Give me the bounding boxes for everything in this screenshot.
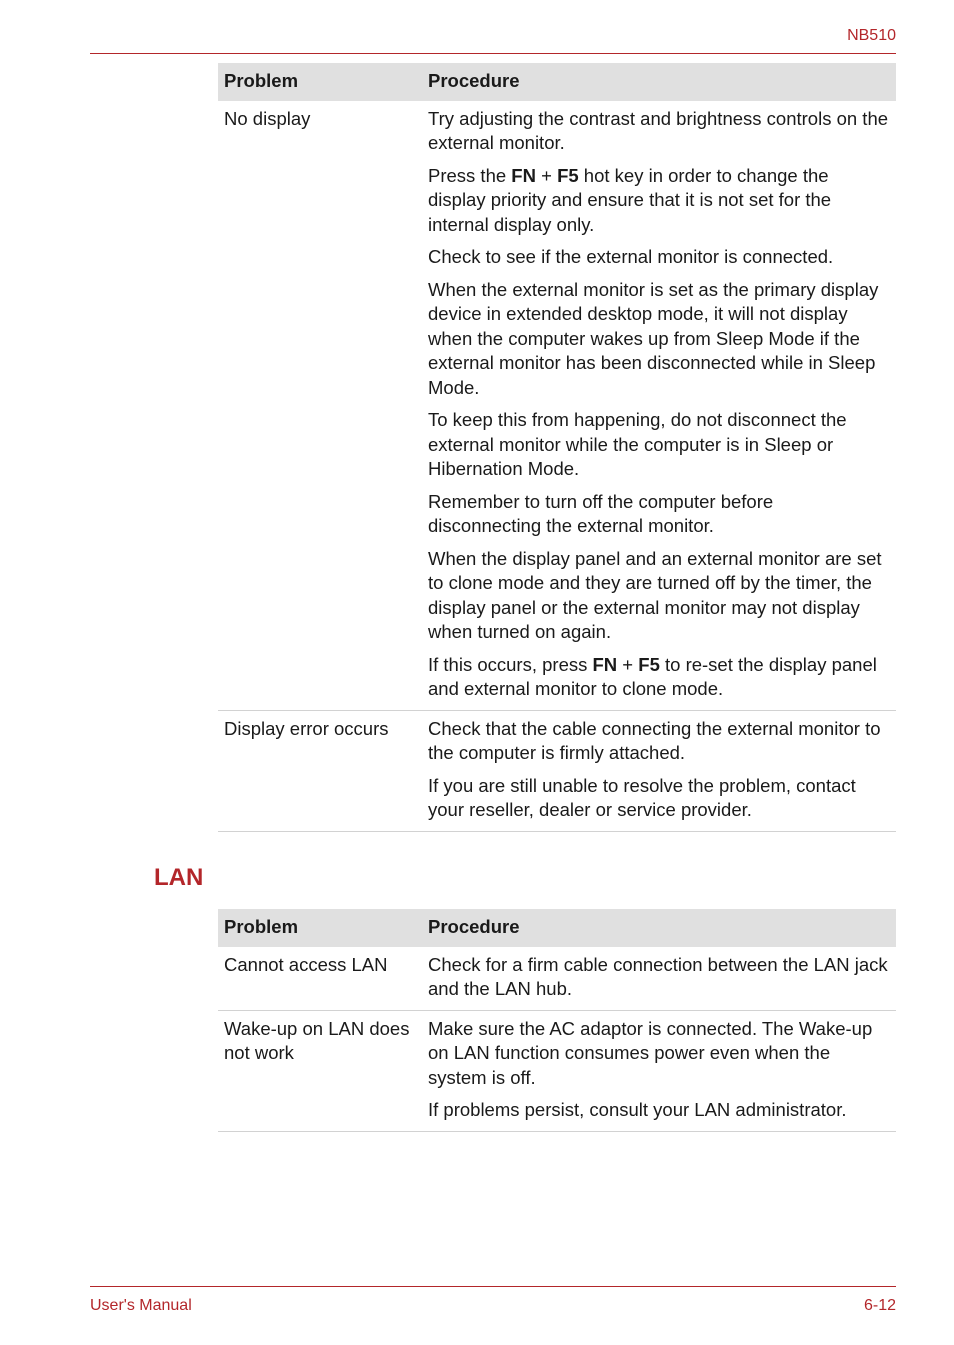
procedure-cell	[422, 1010, 896, 1131]
column-header-problem: Problem	[218, 63, 422, 101]
page-number: 6-12	[863, 1297, 896, 1314]
procedure-paragraph: Make sure the AC adaptor is connected. The Wake-up on LAN function consumes power even when the system is off.	[428, 1017, 873, 1088]
lan-troubleshooting-table	[218, 909, 896, 1132]
procedure-paragraph: Check to see if the external monitor is connected.	[428, 246, 834, 267]
problem-cell: No display	[218, 101, 422, 711]
footer-manual-title: User's Manual	[90, 1297, 192, 1314]
procedure-paragraph: If you are still unable to resolve the problem, contact your reseller, dealer or service provider.	[428, 774, 856, 820]
problem-cell: Cannot access LAN	[218, 947, 422, 1011]
key-label: F5	[557, 164, 579, 186]
table-row	[218, 1010, 896, 1131]
text: hot key in order to change the display priority and ensure that it is not set for the internal display only.	[428, 164, 832, 235]
procedure-cell	[422, 710, 896, 831]
table-header-row	[218, 63, 896, 101]
table-row	[218, 947, 896, 1011]
procedure-paragraph: Check that the cable connecting the external monitor to the computer is firmly attached.	[428, 717, 881, 763]
procedure-paragraph: If problems persist, consult your LAN administrator.	[428, 1099, 847, 1120]
text: Press the	[428, 164, 512, 186]
header-rule	[90, 53, 896, 54]
header-model: NB510	[847, 27, 896, 44]
text: +	[535, 164, 558, 186]
table-row	[218, 101, 896, 711]
text: +	[617, 653, 639, 675]
problem-cell: Wake-up on LAN does not work	[218, 1010, 422, 1131]
key-label: FN	[511, 164, 536, 186]
text: to re-set the display panel and external monitor to clone mode.	[428, 653, 877, 699]
procedure-paragraph: Check for a firm cable connection between the LAN jack and the LAN hub.	[428, 953, 888, 999]
table-row	[218, 710, 896, 831]
text: If this occurs, press	[428, 653, 593, 675]
display-troubleshooting-table	[218, 63, 896, 832]
column-header-problem: Problem	[218, 909, 422, 947]
table-header-row	[218, 909, 896, 947]
procedure-paragraph	[428, 164, 890, 238]
column-header-procedure: Procedure	[422, 909, 896, 947]
procedure-paragraph: To keep this from happening, do not disconnect the external monitor while the computer is in Sleep or Hibernation Mode.	[428, 409, 847, 479]
key-label: F5	[638, 653, 660, 675]
problem-cell: Display error occurs	[218, 710, 422, 831]
procedure-paragraph: Try adjusting the contrast and brightness controls on the external monitor.	[428, 107, 889, 153]
section-title-lan: LAN	[154, 864, 204, 891]
column-header-procedure: Procedure	[422, 63, 896, 101]
procedure-cell	[422, 947, 896, 1011]
procedure-paragraph: Remember to turn off the computer before disconnecting the external monitor.	[428, 490, 774, 536]
footer-rule	[90, 1286, 896, 1287]
procedure-paragraph: When the external monitor is set as the primary display device in extended desktop mode, it will not display when the computer wakes up from Sleep Mode if the external monitor has been disconnected while in Sleep Mode.	[428, 278, 879, 398]
procedure-paragraph: When the display panel and an external monitor are set to clone mode and they are turned off by the timer, the display panel or the external monitor may not display when turned on again.	[428, 547, 882, 642]
procedure-cell	[422, 101, 896, 711]
key-label: FN	[592, 653, 618, 675]
procedure-paragraph	[428, 653, 890, 702]
